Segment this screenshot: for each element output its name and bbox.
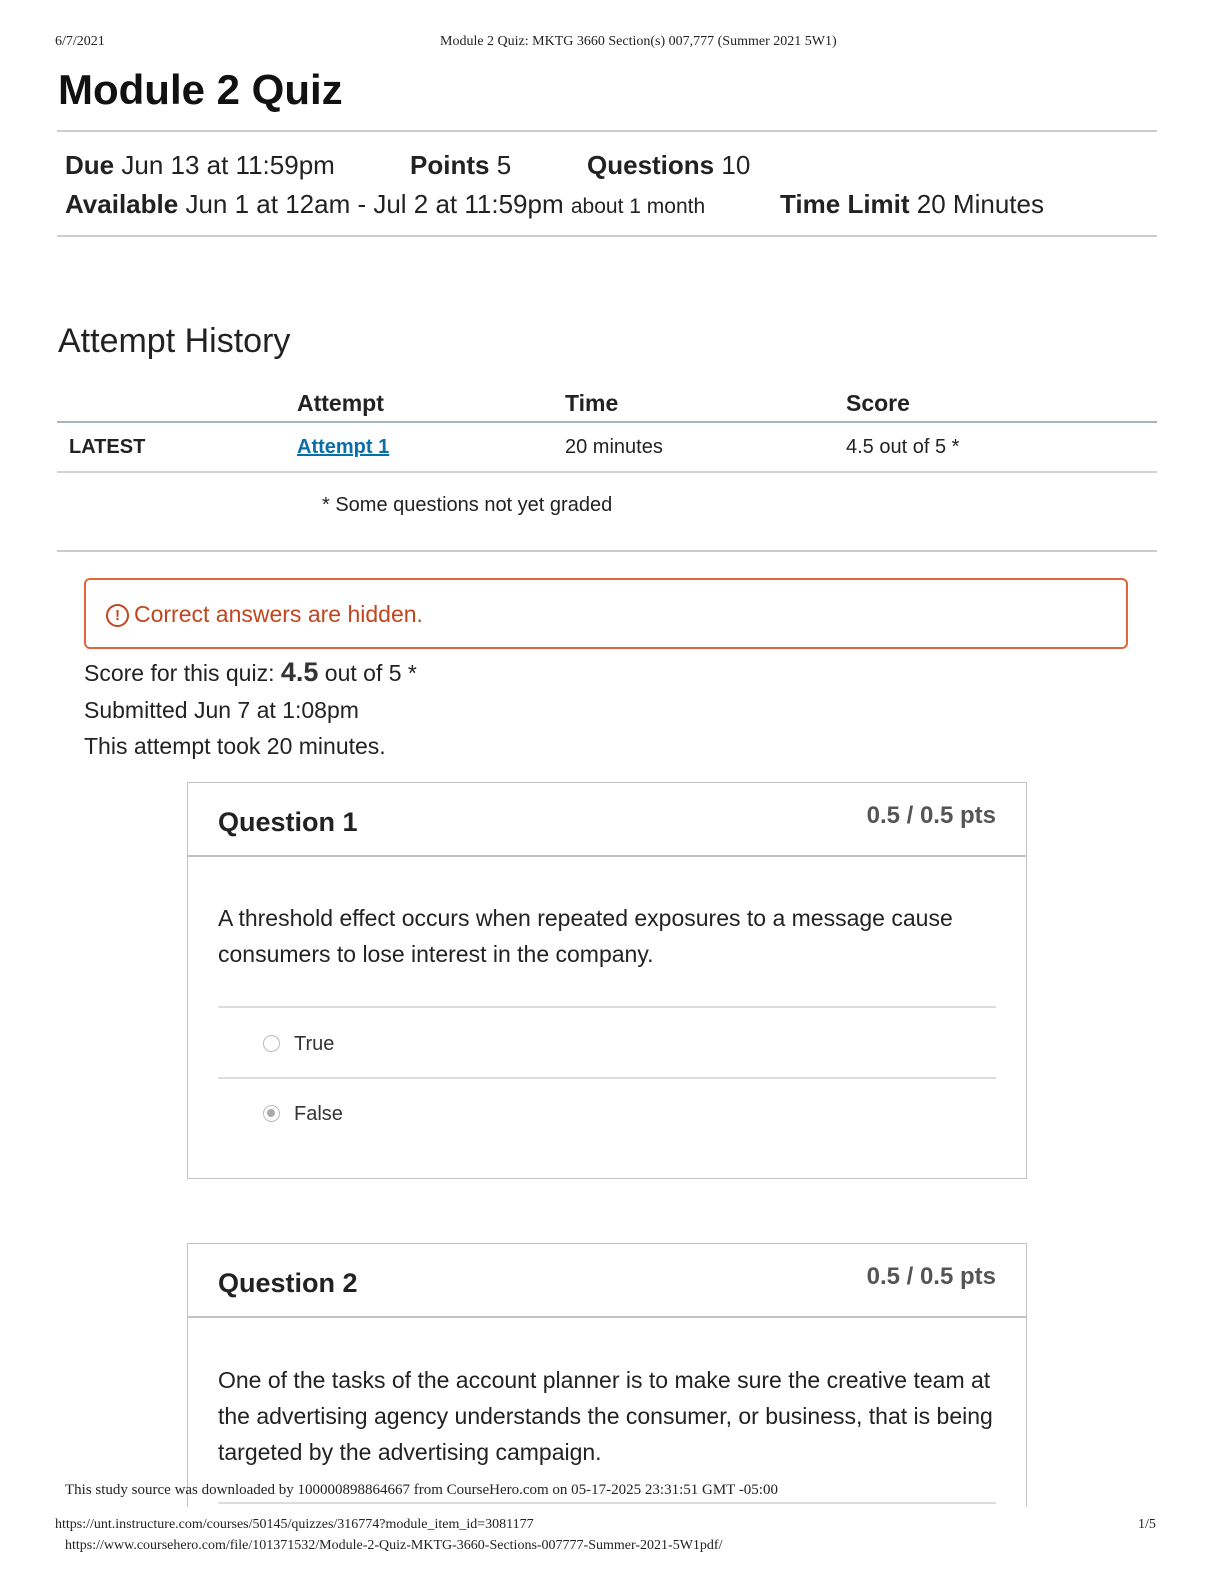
- time-limit-label: Time Limit: [780, 189, 910, 219]
- latest-tag: LATEST: [69, 436, 146, 458]
- answer-divider: [218, 1077, 996, 1079]
- due-label: Due: [65, 150, 115, 180]
- points-value: 5: [496, 150, 512, 180]
- questions-label: Questions: [587, 150, 715, 180]
- available-detail: [65, 189, 705, 220]
- question-2-points: 0.5 / 0.5 pts: [866, 1263, 996, 1290]
- points-label: Points: [410, 150, 490, 180]
- source-note: This study source was downloaded by 100000898864667 from CourseHero.com on 05-17-2025 23:31:51 GMT -05:00: [65, 1482, 778, 1498]
- exclamation-circle-icon: !: [106, 604, 129, 627]
- available-value: Jun 1 at 12am - Jul 2 at 11:59pm: [185, 189, 564, 219]
- answer-divider: [218, 1502, 996, 1504]
- due-value: Jun 13 at 11:59pm: [121, 150, 335, 180]
- question-2-title: Question 2: [218, 1268, 358, 1298]
- print-page-title: Module 2 Quiz: MKTG 3660 Section(s) 007,777 (Summer 2021 5W1): [440, 34, 837, 49]
- answer-false-radio[interactable]: [263, 1105, 280, 1122]
- question-2-header: [188, 1244, 1026, 1318]
- submitted-time: Submitted Jun 7 at 1:08pm: [84, 697, 359, 723]
- answer-true-label: True: [294, 1033, 335, 1055]
- column-header-score: Score: [846, 390, 910, 416]
- question-1-points: 0.5 / 0.5 pts: [866, 802, 996, 829]
- attempt-time: 20 minutes: [565, 436, 663, 458]
- score-suffix: out of 5 *: [324, 660, 417, 686]
- answer-false-label: False: [294, 1103, 343, 1125]
- time-limit-value: 20 Minutes: [916, 189, 1044, 219]
- question-1-card: [187, 782, 1027, 1179]
- question-2-card: [187, 1243, 1027, 1507]
- table-row-divider: [57, 471, 1157, 473]
- answer-divider: [218, 1006, 996, 1008]
- questions-value: 10: [721, 150, 751, 180]
- alert-text: Correct answers are hidden.: [134, 601, 423, 627]
- correct-answers-hidden-alert: [84, 578, 1128, 649]
- points-detail: [410, 150, 511, 181]
- question-1-header: [188, 783, 1026, 857]
- attempt-history-divider: [57, 550, 1157, 552]
- attempt-score: 4.5 out of 5 *: [846, 436, 960, 458]
- answer-true-radio[interactable]: [263, 1035, 280, 1052]
- details-divider: [57, 235, 1157, 237]
- page-number: 1/5: [1138, 1517, 1156, 1532]
- column-header-attempt: Attempt: [297, 390, 384, 416]
- available-duration: about 1 month: [570, 195, 706, 218]
- quiz-title: Module 2 Quiz: [58, 66, 343, 113]
- question-1-title: Question 1: [218, 807, 358, 837]
- question-1-text: A threshold effect occurs when repeated exposures to a message cause consumers to lose interest in the company.: [218, 905, 953, 967]
- score-value: 4.5: [280, 657, 319, 687]
- time-limit-detail: [780, 189, 1044, 220]
- score-prefix: Score for this quiz:: [84, 660, 275, 686]
- available-label: Available: [65, 189, 179, 219]
- table-header-divider: [57, 421, 1157, 423]
- column-header-time: Time: [565, 390, 619, 416]
- attempt-1-link[interactable]: Attempt 1: [297, 436, 390, 458]
- attempt-history-title: Attempt History: [58, 322, 291, 360]
- due-detail: [65, 150, 335, 181]
- footer-url: https://unt.instructure.com/courses/50145/quizzes/316774?module_item_id=3081177: [55, 1517, 534, 1532]
- question-2-text: One of the tasks of the account planner is to make sure the creative team at the advertising agency understands the consumer, or business, that is being targeted by the advertising campaign.: [218, 1367, 993, 1465]
- questions-detail: [587, 150, 750, 181]
- coursehero-url: https://www.coursehero.com/file/101371532/Module-2-Quiz-MKTG-3660-Sections-007777-Summer-2021-5W1pdf/: [65, 1538, 723, 1553]
- header-divider: [57, 130, 1157, 132]
- print-date: 6/7/2021: [55, 34, 105, 49]
- quiz-score-summary: [84, 657, 417, 688]
- not-graded-note: * Some questions not yet graded: [322, 494, 613, 516]
- attempt-duration: This attempt took 20 minutes.: [84, 733, 386, 759]
